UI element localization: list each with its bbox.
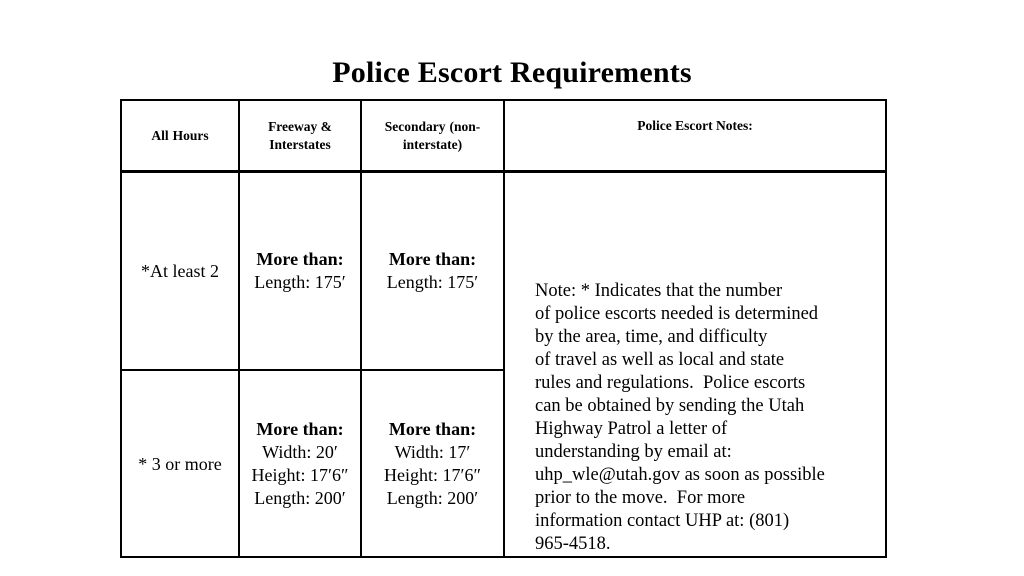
secondary-row1-heading: More than: [388, 249, 477, 269]
cell-secondary-row1 [361, 172, 504, 371]
secondary-row2-length: Length: 200′ [386, 487, 479, 508]
table-row [121, 172, 886, 371]
secondary-row1-length: Length: 175′ [386, 272, 479, 292]
notes-paragraph [505, 174, 885, 556]
secondary-row2-height: Height: 17′6″ [384, 464, 481, 485]
cell-freeway-row1 [239, 172, 361, 371]
freeway-row2-heading: More than: [256, 418, 344, 439]
header-secondary-line1: Secondary [384, 118, 446, 134]
cell-police-escort-notes [504, 172, 886, 558]
cell-escort-count-row1: *At least 2 [121, 172, 239, 371]
freeway-row2-width: Width: 20′ [262, 441, 338, 462]
notes-line: prior to the move. For more [535, 487, 746, 508]
notes-line: rules and regulations. Police escorts [535, 372, 806, 393]
header-freeway-line1: Freeway & [268, 118, 332, 134]
cell-secondary-row2 [361, 370, 504, 557]
freeway-row2-height: Height: 17′6″ [251, 464, 349, 485]
freeway-row1-heading: More than: [256, 249, 344, 269]
notes-line: of travel as well as local and state [535, 349, 785, 370]
freeway-row1-length: Length: 175′ [254, 272, 346, 292]
header-cell-police-escort-notes [504, 100, 886, 172]
requirements-table [120, 99, 887, 558]
freeway-row2-length: Length: 200′ [254, 487, 346, 508]
header-secondary-line2: (non-interstate) [402, 118, 481, 152]
notes-line: understanding by email at: [535, 441, 732, 462]
notes-line-phone: information contact UHP at: (801) [535, 510, 790, 531]
police-escort-requirements-table [120, 99, 885, 554]
header-all-hours-line2: Hours [172, 127, 209, 143]
header-freeway-line2: Interstates [269, 136, 331, 152]
notes-line: can be obtained by sending the Utah [535, 395, 805, 416]
table-header-row [121, 100, 886, 172]
header-cell-secondary [361, 100, 504, 172]
cell-freeway-row2 [239, 370, 361, 557]
header-cell-freeway-interstates [239, 100, 361, 172]
notes-line: by the area, time, and difficulty [535, 326, 768, 347]
cell-escort-count-row2: * 3 or more [121, 370, 239, 557]
secondary-row2-heading: More than: [388, 418, 477, 439]
secondary-row2-width: Width: 17′ [394, 441, 471, 462]
notes-line-phone-cont: 965-4518. [535, 533, 611, 554]
notes-line-email: uhp_wle@utah.gov as soon as possible [535, 464, 825, 485]
header-notes-label: Police Escort Notes: [637, 117, 753, 133]
notes-line: of police escorts needed is determined [535, 303, 819, 324]
page-title: Police Escort Requirements [332, 56, 692, 89]
header-cell-all-hours [121, 100, 239, 172]
notes-line: Highway Patrol a letter of [535, 418, 728, 439]
header-all-hours-line1: All [151, 127, 169, 143]
notes-line: Note: * Indicates that the number [535, 280, 783, 301]
